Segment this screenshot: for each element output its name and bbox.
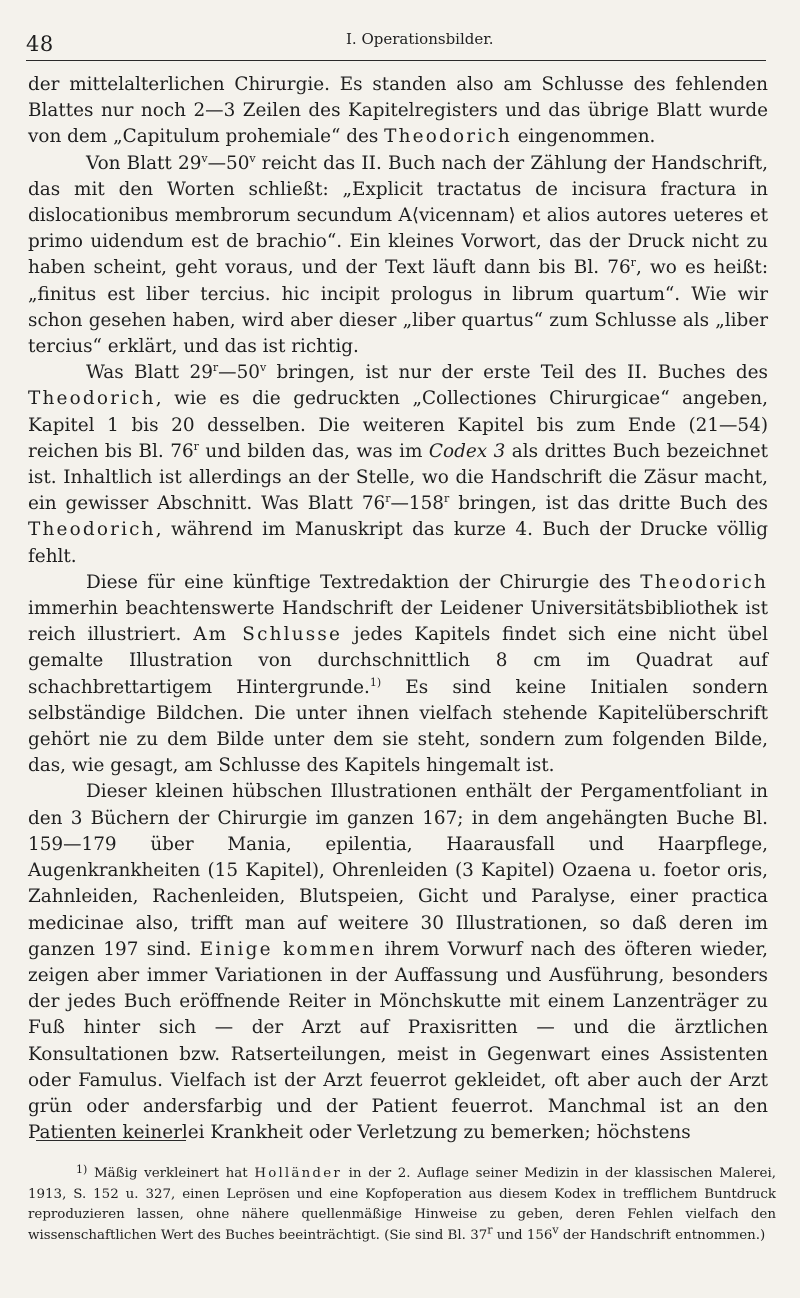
- superscript: v: [552, 1223, 559, 1237]
- text-run: —158: [390, 493, 445, 515]
- superscript: r: [444, 492, 450, 506]
- text-run: der Handschrift entnommen.): [558, 1227, 766, 1243]
- superscript: 1): [369, 675, 382, 689]
- superscript: r: [385, 492, 391, 506]
- text-run: , wie es die gedruckten „Collectiones Chirurgicae“ angeben, Kapitel 1 bis 20 desselben. Die weiteren Kapitel bis zum Ende (21—54) reichen bis Bl. 76: [28, 388, 768, 462]
- text-run: bringen, ist das dritte Buch des: [449, 493, 768, 515]
- text-run: und bilden das, was im: [198, 440, 429, 462]
- text-run: eingenommen.: [511, 126, 656, 148]
- page-number: 48: [26, 32, 54, 56]
- superscript: v: [259, 361, 267, 375]
- text-run: und 156: [492, 1227, 553, 1243]
- text-run: der mittelalterlichen Chirurgie. Es standen also am Schlusse des fehlenden Blattes nur noch 2—3 Zeilen des Kapitelregisters und das übrige Blatt wurde von dem „Capitulum prohemiale“ des: [28, 74, 768, 148]
- text-run: , während im Manuskript das kurze 4. Buch der Drucke völlig fehlt.: [28, 519, 768, 567]
- text-run: immerhin beachtenswerte Handschrift der Leidener Universitätsbibliothek ist reich illustriert.: [28, 598, 768, 646]
- page-header: [26, 24, 766, 58]
- text-run: Dieser kleinen hübschen Illustrationen enthält der Pergamentfoliant in den 3 Büchern der Chirurgie im ganzen 167; in dem angehängten Buche Bl. 159—179 über Mania, epilentia, Haarausfall und Haarpflege, Augenkrankheiten (15 Kapitel), Ohrenleiden (3 Kapitel) Ozaena u. foetor oris, Zahnleiden, Rachenleiden, Blutspeien, Gicht und Paralyse, einer practica medicinae also, trifft man auf weitere 30 Illustrationen, so daß deren im ganzen 197 sind.: [28, 781, 768, 960]
- spaced-name: Theodorich: [28, 388, 156, 410]
- text-run: , wo es heißt: „finitus est liber tercius. hic incipit prologus in librum quartum“. Wie wir schon gesehen haben, wird aber dieser „liber quartus“ zum Schlusse als „liber tercius“ erklärt, und das ist richtig.: [28, 257, 769, 358]
- text-run: Es sind keine Initialen sondern selbständige Bildchen. Die unter ihnen vielfach stehende Kapitelüberschrift gehört nie zu dem Bilde unter dem sie steht, sondern zum folgenden Bilde, das, wie gesagt, am Schlusse des Kapitels hingemalt ist.: [28, 676, 768, 777]
- spaced-name: Theodorich: [384, 126, 512, 148]
- footnote-text: [28, 1166, 776, 1243]
- paragraph-p1: [28, 72, 768, 151]
- superscript: r: [193, 439, 199, 453]
- text-run: ihrem Vorwurf nach des öfteren wieder, zeigen aber immer Variationen in der Auffassung und Ausführung, besonders der jedes Buch eröffnende Reiter in Mönchskutte mit einem Lanzenträger zu Fuß hinter sich — der Arzt auf Praxisritten — und die ärztlichen Konsultationen bzw. Ratserteilungen, meist in Gegenwart eines Assistenten oder Famulus. Vielfach ist der Arzt feuerrot gekleidet, oft aber auch der Arzt grün oder andersfarbig und der Patient feuerrot. Manchmal ist an den Patienten keinerlei Krankheit oder Verletzung zu bemerken; höchstens: [28, 938, 768, 1144]
- footnote-rule: [36, 1140, 186, 1141]
- spaced-name: Theodorich: [28, 519, 156, 541]
- text-run: Mäßig verkleinert hat: [87, 1166, 255, 1181]
- footnote: [28, 1160, 776, 1246]
- text-run: Was Blatt 29: [86, 362, 213, 384]
- spaced-name: Einige kommen: [199, 938, 377, 960]
- text-run: als drittes Buch bezeichnet ist. Inhaltlich ist allerdings an der Stelle, wo die Handschrift die Zäsur macht, ein gewisser Abschnitt. Was Blatt 76: [28, 440, 769, 515]
- body-text: [28, 72, 768, 1146]
- text-run: —50: [218, 362, 260, 384]
- text-run: Diese für eine künftige Textredaktion der Chirurgie des: [86, 571, 641, 593]
- paragraph-p2: [28, 151, 768, 361]
- header-rule: [26, 60, 766, 61]
- footnote-marker: 1): [76, 1163, 88, 1176]
- spaced-name: Holländer: [254, 1166, 342, 1181]
- superscript: r: [630, 256, 636, 270]
- superscript: r: [487, 1223, 493, 1237]
- paragraph-p3: [28, 360, 768, 570]
- text-run: —50: [207, 152, 250, 174]
- text-run: reicht das II. Buch nach der Zählung der Handschrift, das mit den Worten schließt: „Explicit tractatus de incisura fractura in dislocationibus membrorum secundum A⟨vicennam⟩ et alios autores ueteres et primo uidendum est de brachio“. Ein kleines Vorwort, das der Druck nicht zu haben scheint, geht voraus, und der Text läuft dann bis Bl. 76: [28, 152, 769, 279]
- running-head: I. Operationsbilder.: [346, 30, 494, 48]
- superscript: v: [201, 151, 208, 165]
- paragraph-p4: [28, 570, 768, 780]
- text-run: Von Blatt 29: [86, 152, 202, 174]
- superscript: v: [249, 151, 256, 165]
- spaced-name: Am Schlusse: [193, 624, 343, 646]
- text-run: in der 2. Auflage seiner Medizin in der klassischen Malerei, 1913, S. 152 u. 327, einen Leprösen und eine Kopfoperation aus diesem Kodex in trefflichem Buntdruck reproduzieren lassen, ohne nähere quellenmäßige Hinweise zu geben, deren Fehlen vielfach den wissenschaftlichen Wert des Buches beeinträchtigt. (Sie sind Bl. 37: [28, 1166, 776, 1243]
- text-run: jedes Kapitels findet sich eine nicht übel gemalte Illustration von durchschnittlich 8 cm im Quadrat auf schachbrettartigem Hintergrunde.: [28, 624, 769, 698]
- text-run: bringen, ist nur der erste Teil des II. Buches des: [266, 362, 768, 384]
- italic-text: Codex 3: [428, 440, 506, 462]
- superscript: r: [212, 361, 219, 375]
- paragraph-p5: [28, 779, 768, 1146]
- spaced-name: Theodorich: [640, 571, 768, 593]
